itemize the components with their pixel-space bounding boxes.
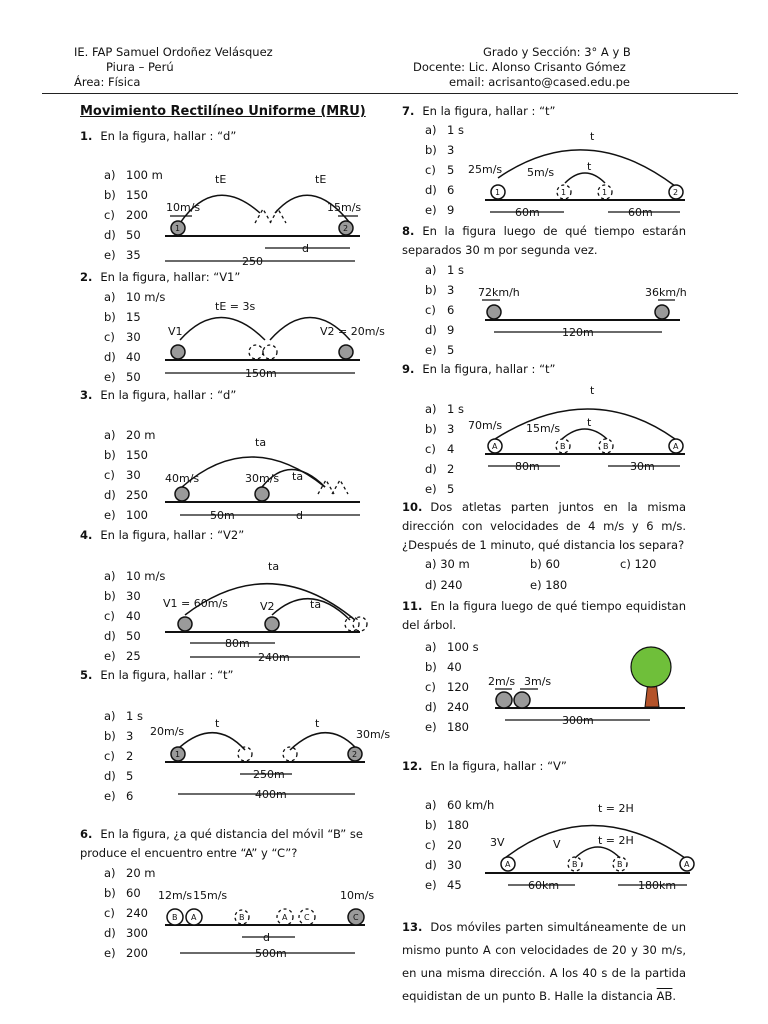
- svg-text:250: 250: [242, 255, 263, 268]
- svg-text:60m: 60m: [515, 206, 540, 219]
- svg-text:2: 2: [352, 750, 358, 759]
- mobile-1-icon: [175, 487, 189, 501]
- svg-text:A: A: [505, 860, 511, 869]
- svg-text:A: A: [673, 442, 679, 451]
- mobile-1-icon: [171, 345, 185, 359]
- svg-text:70m/s: 70m/s: [468, 419, 503, 432]
- figure-q8: [480, 282, 700, 342]
- svg-text:1: 1: [602, 188, 608, 197]
- mobile-2-icon: [255, 487, 269, 501]
- svg-text:12m/s: 12m/s: [158, 889, 193, 902]
- figure-q4: [160, 560, 380, 665]
- teacher-name: Docente: Lic. Alonso Crisanto Gómez: [413, 60, 626, 74]
- svg-text:V2: V2: [260, 600, 275, 613]
- svg-text:B: B: [603, 442, 609, 451]
- question-4: 4. En la figura, hallar : “V2”: [80, 528, 245, 542]
- subject-area: Área: Física: [74, 75, 141, 89]
- svg-text:d: d: [302, 242, 309, 255]
- svg-text:3m/s: 3m/s: [524, 675, 552, 688]
- options-q4: a) 10 m/s b) 30 c) 40 d) 50 e) 25: [104, 569, 166, 663]
- options-q7: a) 1 s b) 3 c) 5 d) 6 e) 9: [425, 123, 464, 217]
- svg-text:150m: 150m: [245, 367, 277, 380]
- svg-text:72km/h: 72km/h: [478, 286, 520, 299]
- question-12: 12. En la figura, hallar : “V”: [402, 759, 567, 773]
- options-q5: a) 1 s b) 3 c) 2 d) 5 e) 6: [104, 709, 143, 803]
- svg-text:C: C: [353, 913, 359, 922]
- svg-text:2: 2: [343, 224, 349, 233]
- svg-text:240m: 240m: [258, 651, 290, 664]
- svg-text:36km/h: 36km/h: [645, 286, 687, 299]
- svg-text:180km: 180km: [638, 879, 677, 892]
- figure-q11: [490, 645, 690, 735]
- svg-text:300m: 300m: [562, 714, 594, 727]
- svg-text:t = 2H: t = 2H: [598, 834, 634, 847]
- svg-text:B: B: [617, 860, 623, 869]
- options-q3: a) 20 m b) 150 c) 30 d) 250 e) 100: [104, 428, 156, 522]
- options-q10-row1: a) 30 m b) 60 c) 120: [425, 557, 657, 571]
- segment-ab: $\overline{AB}$: [656, 989, 673, 1003]
- figure-q3: [160, 432, 380, 522]
- time-label: tE: [215, 173, 227, 186]
- svg-text:15m/s: 15m/s: [526, 422, 561, 435]
- svg-text:30m: 30m: [630, 460, 655, 473]
- options-q8: a) 1 s b) 3 c) 6 d) 9 e) 5: [425, 263, 464, 357]
- question-7: 7. En la figura, hallar : “t”: [402, 104, 556, 118]
- question-8: 8. En la figura luego de qué tiempo estarán separados 30 m por segunda vez.: [402, 224, 686, 257]
- svg-text:V1 = 60m/s: V1 = 60m/s: [163, 597, 228, 610]
- question-9: 9. En la figura, hallar : “t”: [402, 362, 556, 376]
- svg-text:A: A: [684, 860, 690, 869]
- question-3: 3. En la figura, hallar : “d”: [80, 388, 237, 402]
- question-10: 10. Dos atletas parten juntos en la misma dirección con velocidades de 4 m/s y 6 m/s. ¿Después de 1 minuto, qué distancia los separa?: [402, 500, 686, 552]
- svg-text:5m/s: 5m/s: [527, 166, 555, 179]
- tree-icon: [631, 647, 671, 687]
- page-title: Movimiento Rectilíneo Uniforme (MRU): [80, 104, 366, 119]
- mobile-1-icon: [487, 305, 501, 319]
- options-q12: a) 60 km/h b) 180 c) 20 d) 30 e) 45: [425, 798, 495, 892]
- svg-text:ta: ta: [255, 436, 267, 449]
- svg-text:B: B: [239, 913, 245, 922]
- svg-text:ta: ta: [310, 598, 322, 611]
- figure-q1: [160, 168, 380, 268]
- svg-text:t: t: [590, 130, 595, 143]
- figure-q9: [468, 384, 700, 476]
- svg-text:t: t: [590, 384, 595, 397]
- figure-q5: [150, 712, 391, 802]
- svg-text:25m/s: 25m/s: [468, 163, 503, 176]
- options-q9: a) 1 s b) 3 c) 4 d) 2 e) 5: [425, 402, 464, 496]
- mobile-2-icon: [339, 345, 353, 359]
- svg-text:60km: 60km: [528, 879, 560, 892]
- svg-text:60m: 60m: [628, 206, 653, 219]
- svg-text:t: t: [215, 717, 220, 730]
- svg-text:ta: ta: [292, 470, 304, 483]
- svg-text:80m: 80m: [225, 637, 250, 650]
- svg-text:2: 2: [673, 188, 679, 197]
- mobile-2-icon: [514, 692, 530, 708]
- svg-text:C: C: [304, 913, 310, 922]
- svg-text:250m: 250m: [253, 768, 285, 781]
- svg-text:t = 2H: t = 2H: [598, 802, 634, 815]
- grade-section: Grado y Sección: 3° A y B: [483, 45, 631, 59]
- svg-text:tE = 3s: tE = 3s: [215, 300, 256, 313]
- svg-text:A: A: [492, 442, 498, 451]
- svg-text:80m: 80m: [515, 460, 540, 473]
- question-13: 13. Dos móviles parten simultáneamente de un mismo punto A con velocidades de 20 y 30 m/s, en una misma dirección. A los 40 s de la partida equidistan de un punto B. Halle la distancia $\overline{AB}$.: [402, 920, 686, 1003]
- svg-text:30m/s: 30m/s: [356, 728, 391, 741]
- svg-text:t: t: [587, 160, 592, 173]
- svg-text:A: A: [191, 913, 197, 922]
- school-location: Piura – Perú: [106, 60, 174, 74]
- svg-text:40m/s: 40m/s: [165, 472, 200, 485]
- svg-text:1: 1: [495, 188, 501, 197]
- svg-text:10m/s: 10m/s: [340, 889, 375, 902]
- svg-text:50m: 50m: [210, 509, 235, 522]
- svg-text:15m/s: 15m/s: [193, 889, 228, 902]
- question-5: 5. En la figura, hallar : “t”: [80, 668, 234, 682]
- svg-text:V: V: [553, 838, 561, 851]
- svg-text:d: d: [296, 509, 303, 522]
- question-6: 6. En la figura, ¿a qué distancia del móvil “B” se produce el encuentro entre “A” y “C”?: [80, 827, 363, 860]
- header-divider: [42, 93, 738, 94]
- question-2: 2. En la figura, hallar: “V1”: [80, 270, 241, 284]
- options-q11: a) 100 s b) 40 c) 120 d) 240 e) 180: [425, 640, 479, 734]
- mobile-2-icon: [265, 617, 279, 631]
- svg-text:1: 1: [175, 750, 181, 759]
- options-q1: a) 100 m b) 150 c) 200 d) 50 e) 35: [104, 168, 163, 262]
- options-q10-row2: d) 240 e) 180: [425, 578, 568, 592]
- question-1: 1. En la figura, hallar : “d”: [80, 129, 237, 143]
- svg-text:20m/s: 20m/s: [150, 725, 185, 738]
- mobile-2-icon: [655, 305, 669, 319]
- figure-q6: [160, 885, 380, 965]
- svg-text:3V: 3V: [490, 836, 505, 849]
- options-q2: a) 10 m/s b) 15 c) 30 d) 40 e) 50: [104, 290, 166, 384]
- svg-text:t: t: [315, 717, 320, 730]
- svg-text:500m: 500m: [255, 947, 287, 960]
- figure-q7: [468, 128, 700, 220]
- svg-text:1: 1: [561, 188, 567, 197]
- school-name: IE. FAP Samuel Ordoñez Velásquez: [74, 45, 273, 59]
- svg-text:t: t: [587, 416, 592, 429]
- svg-text:B: B: [572, 860, 578, 869]
- svg-text:V2 = 20m/s: V2 = 20m/s: [320, 325, 385, 338]
- question-11: 11. En la figura luego de qué tiempo equidistan del árbol.: [402, 599, 686, 632]
- svg-text:A: A: [282, 913, 288, 922]
- speed-label: 10m/s: [166, 201, 201, 214]
- svg-text:2m/s: 2m/s: [488, 675, 516, 688]
- speed-label: 15m/s: [327, 201, 362, 214]
- options-q6: a) 20 m b) 60 c) 240 d) 300 e) 200: [104, 866, 156, 960]
- svg-text:B: B: [172, 913, 178, 922]
- svg-text:ta: ta: [268, 560, 280, 573]
- figure-q2: [160, 295, 385, 380]
- svg-text:d: d: [263, 931, 270, 944]
- svg-text:1: 1: [175, 224, 181, 233]
- svg-text:400m: 400m: [255, 788, 287, 801]
- time-label: tE: [315, 173, 327, 186]
- teacher-email: email: acrisanto@cased.edu.pe: [449, 75, 630, 89]
- mobile-1-icon: [496, 692, 512, 708]
- mobile-1-icon: [178, 617, 192, 631]
- svg-text:120m: 120m: [562, 326, 594, 339]
- figure-q12: [480, 798, 700, 893]
- svg-text:B: B: [560, 442, 566, 451]
- svg-text:V1: V1: [168, 325, 183, 338]
- svg-text:30m/s: 30m/s: [245, 472, 280, 485]
